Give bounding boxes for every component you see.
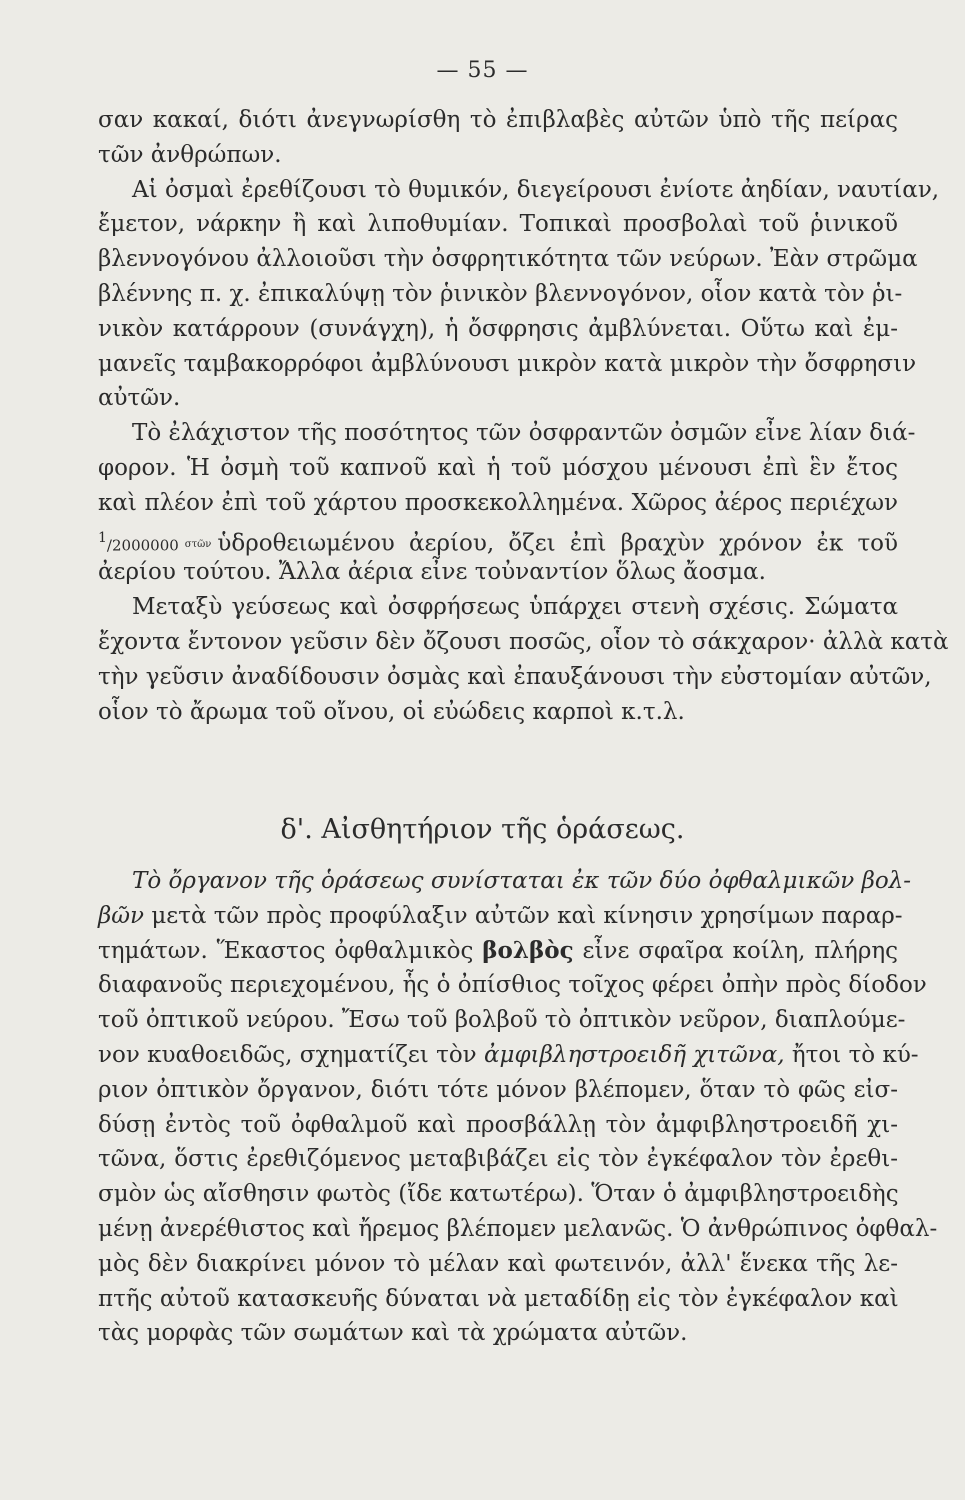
text-line [98, 934, 898, 969]
text-line: τὰς μορφὰς τῶν σωμάτων καὶ τὰ χρώματα αὐτῶν. [98, 1320, 688, 1347]
text-line: καὶ πλέον ἐπὶ τοῦ χάρτου προσκεκολλημένα. Χῶρος ἀέρος περιέχων [98, 489, 898, 516]
fraction-line-rest: ὑδροθειωμένου ἀερίου, ὄζει ἐπὶ βραχὺν χρόνον ἐκ τοῦ [217, 530, 898, 557]
text-line: βλεννογόνου ἀλλοιοῦσι τὴν ὀσφρητικότητα τῶν νεύρων. Ἐὰν στρῶμα [98, 246, 918, 273]
line-start: τημάτων. Ἕκαστος ὀφθαλμικὸς [98, 937, 483, 964]
text-line: μένῃ ἀνερέθιστος καὶ ἤρεμος βλέπομεν μελανῶς. Ὁ ἀνθρώπινος ὀφθαλ- [98, 1215, 938, 1242]
text-line: νικὸν κατάρρουν (συνάγχη), ἡ ὄσφρησις ἀμβλύνεται. Οὕτω καὶ ἐμ- [98, 315, 898, 342]
line-start: νον κυαθοειδῶς, σχηματίζει τὸν [98, 1041, 484, 1068]
text-line [98, 899, 903, 934]
text-line: τῶν ἀνθρώπων. [98, 141, 282, 168]
text-line: ἔμετον, νάρκην ἢ καὶ λιποθυμίαν. Τοπικαὶ προσβολαὶ τοῦ ῥινικοῦ [98, 211, 898, 238]
text-line: αὐτῶν. [98, 385, 181, 412]
text-block-upper [98, 103, 949, 729]
fraction-line [98, 521, 898, 556]
paragraph-start-line: Μεταξὺ γεύσεως καὶ ὀσφρήσεως ὑπάρχει στενὴ σχέσις. Σώματα [132, 594, 898, 621]
text-line: τὴν γεῦσιν ἀναδίδουσιν ὀσμὰς καὶ ἐπαυξάνουσι τὴν εὐστομίαν αὐτῶν, [98, 663, 932, 690]
fraction-denominator: /2000000 [106, 536, 179, 555]
text-line: δύσῃ ἐντὸς τοῦ ὀφθαλμοῦ καὶ προσβάλλῃ τὸν ἀμφιβληστροειδῆ χι- [98, 1111, 898, 1138]
italic-text: βῶν [98, 902, 145, 929]
text-line: ριον ὀπτικὸν ὄργανον, διότι τότε μόνον βλέπομεν, ὅταν τὸ φῶς εἰσ- [98, 1076, 898, 1103]
text-line: μανεῖς ταμβακορρόφοι ἀμβλύνουσι μικρὸν κατὰ μικρὸν τὴν ὄσφρησιν [98, 350, 917, 377]
text-line: διαφανοῦς περιεχομένου, ἧς ὁ ὀπίσθιος τοῖχος φέρει ὀπὴν πρὸς δίοδον [98, 972, 927, 999]
text-line: οἷον τὸ ἄρωμα τοῦ οἴνου, οἱ εὐώδεις καρποὶ κ.τ.λ. [98, 698, 685, 725]
text-line: σμὸν ὡς αἴσθησιν φωτὸς (ἴδε κατωτέρω). Ὅταν ὁ ἀμφιβληστροειδὴς [98, 1181, 899, 1208]
section-heading: δ'. Αἰσθητήριον τῆς ὁράσεως. [280, 814, 685, 845]
line-rest: εἶνε σφαῖρα κοίλη, πλήρης [573, 937, 898, 964]
text-line: τῶνα, ὅστις ἐρεθιζόμενος μεταβιβάζει εἰς τὸν ἐγκέφαλον τὸν ἐρεθι- [98, 1146, 898, 1173]
text-line: βλέννης π. χ. ἐπικαλύψῃ τὸν ῥινικὸν βλεννογόνον, οἷον κατὰ τὸν ῥι- [98, 280, 903, 307]
text-line: ἔχοντα ἔντονον γεῦσιν δὲν ὄζουσι ποσῶς, οἷον τὸ σάκχαρον· ἀλλὰ κατὰ [98, 628, 949, 655]
text-line: σαν κακαί, διότι ἀνεγνωρίσθη τὸ ἐπιβλαβὲς αὐτῶν ὑπὸ τῆς πείρας [98, 107, 898, 133]
line-rest: μετὰ τῶν πρὸς προφύλαξιν αὐτῶν καὶ κίνησιν χρησίμων παραρ- [144, 902, 903, 929]
text-line: ἀερίου τούτου. Ἄλλα ἀέρια εἶνε τοὐναντίον ὅλως ἄοσμα. [98, 559, 766, 586]
italic-text: Τὸ ὄργανον τῆς ὁράσεως συνίσταται ἐκ τῶν δύο ὀφθαλμικῶν βολ- [132, 868, 912, 894]
page-number: — 55 — [436, 58, 529, 83]
paragraph-start-line: Τὸ ἐλάχιστον τῆς ποσότητος τῶν ὀσφραντῶν ὀσμῶν εἶνε λίαν διά- [132, 420, 916, 447]
text-line [98, 1038, 919, 1073]
fraction-numerator: 1 [98, 529, 107, 546]
text-line: φορον. Ἡ ὀσμὴ τοῦ καπνοῦ καὶ ἡ τοῦ μόσχου μένουσι ἐπὶ ἓν ἔτος [98, 454, 898, 481]
italic-term: ἀμφιβληστροειδῆ χιτῶνα, [483, 1041, 785, 1068]
fraction-small-text: στῶν [184, 539, 212, 551]
paragraph-start-line [98, 864, 912, 899]
paragraph-start-line: Αἱ ὀσμαὶ ἐρεθίζουσι τὸ θυμικόν, διεγείρουσι ἐνίοτε ἀηδίαν, ναυτίαν, [132, 176, 940, 203]
text-line: τοῦ ὀπτικοῦ νεύρου. Ἔσω τοῦ βολβοῦ τὸ ὀπτικὸν νεῦρον, διαπλούμε- [98, 1007, 906, 1034]
line-rest: ἤτοι τὸ κύ- [784, 1041, 919, 1068]
text-block-lower [98, 864, 938, 1351]
bold-term: βολβὸς [482, 936, 574, 964]
text-line: μὸς δὲν διακρίνει μόνον τὸ μέλαν καὶ φωτεινόν, ἀλλ' ἕνεκα τῆς λε- [98, 1250, 898, 1277]
text-line: πτῆς αὐτοῦ κατασκευῆς δύναται νὰ μεταδίδῃ εἰς τὸν ἐγκέφαλον καὶ [98, 1285, 899, 1312]
